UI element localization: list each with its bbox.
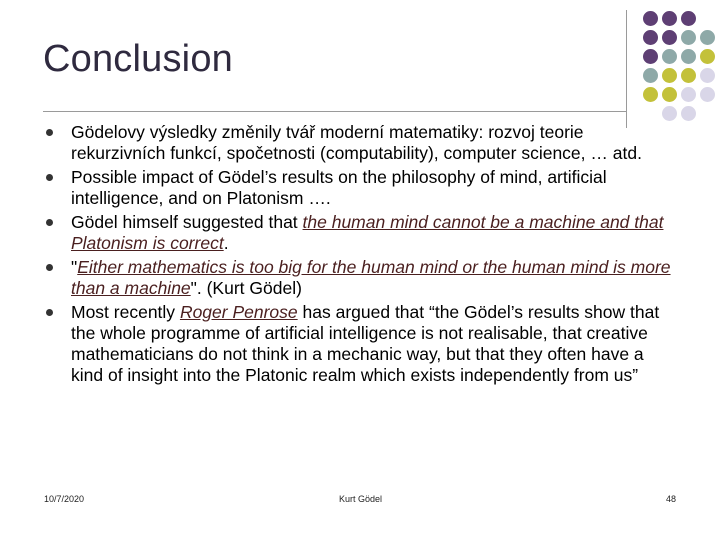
text-run: Gödel himself suggested that: [71, 212, 303, 232]
decor-dot: [662, 68, 677, 83]
decor-dot: [662, 49, 677, 64]
bullet-icon: [46, 174, 53, 181]
decor-dot: [700, 30, 715, 45]
bullet-item: [45, 302, 675, 386]
bullet-item: [45, 167, 675, 209]
decor-dot: [662, 106, 677, 121]
text-run: .: [223, 233, 229, 253]
decor-dot: [662, 30, 677, 45]
decor-dot: [681, 68, 696, 83]
footer-date: 10/7/2020: [44, 494, 85, 504]
decor-dot: [643, 87, 658, 102]
bullet-text: [71, 257, 671, 298]
decor-dot: [700, 49, 715, 64]
bullet-list: [45, 122, 675, 389]
decor-dot: [681, 30, 696, 45]
text-run: Possible impact of Gödel’s results on the philosophy of mind, artificial intelligence, and on Platonism ….: [71, 167, 607, 208]
bullet-text: [71, 302, 659, 385]
bullet-icon: [46, 129, 53, 136]
emphasized-text: the human mind cannot be a machine and that Platonism is correct: [71, 212, 664, 253]
footer-page-number: 48: [666, 494, 677, 504]
decor-dot: [681, 87, 696, 102]
decor-dot: [700, 87, 715, 102]
decor-dot: [643, 49, 658, 64]
decor-dot: [681, 11, 696, 26]
decor-dot: [643, 11, 658, 26]
text-run: ". (Kurt Gödel): [190, 278, 302, 298]
horizontal-divider: [43, 111, 627, 112]
emphasized-text: Roger Penrose: [179, 302, 298, 322]
decor-dot: [643, 68, 658, 83]
bullet-icon: [46, 309, 53, 316]
footer-title: Kurt Gödel: [339, 494, 383, 504]
text-run: has argued that “the Gödel’s results show that the whole programme of artificial intelligence is not realisable, that creative mathematicians do not think in a mechanic way, but that they often have a kind of insight into the Platonic realm which exists independently from us”: [71, 302, 660, 385]
bullet-text: [71, 212, 663, 253]
slide-title: Conclusion: [43, 38, 233, 80]
decor-dot: [643, 30, 658, 45]
bullet-icon: [46, 219, 53, 226]
decor-dot: [662, 87, 677, 102]
text-run: Most recently: [71, 302, 180, 322]
decor-dot: [681, 106, 696, 121]
bullet-text: [71, 122, 642, 163]
decor-dot: [681, 49, 696, 64]
emphasized-text: Either mathematics is too big for the human mind or the human mind is more than a machine: [71, 257, 671, 298]
text-run: ": [71, 257, 78, 277]
bullet-text: [71, 167, 607, 208]
bullet-icon: [46, 264, 53, 271]
bullet-item: [45, 257, 675, 299]
text-run: Gödelovy výsledky změnily tvář moderní matematiky: rozvoj teorie rekurzivních funkcí, spočetnosti (computability), computer science, … atd.: [71, 122, 642, 163]
decor-dot: [662, 11, 677, 26]
decor-dot: [700, 68, 715, 83]
bullet-item: [45, 212, 675, 254]
bullet-item: [45, 122, 675, 164]
